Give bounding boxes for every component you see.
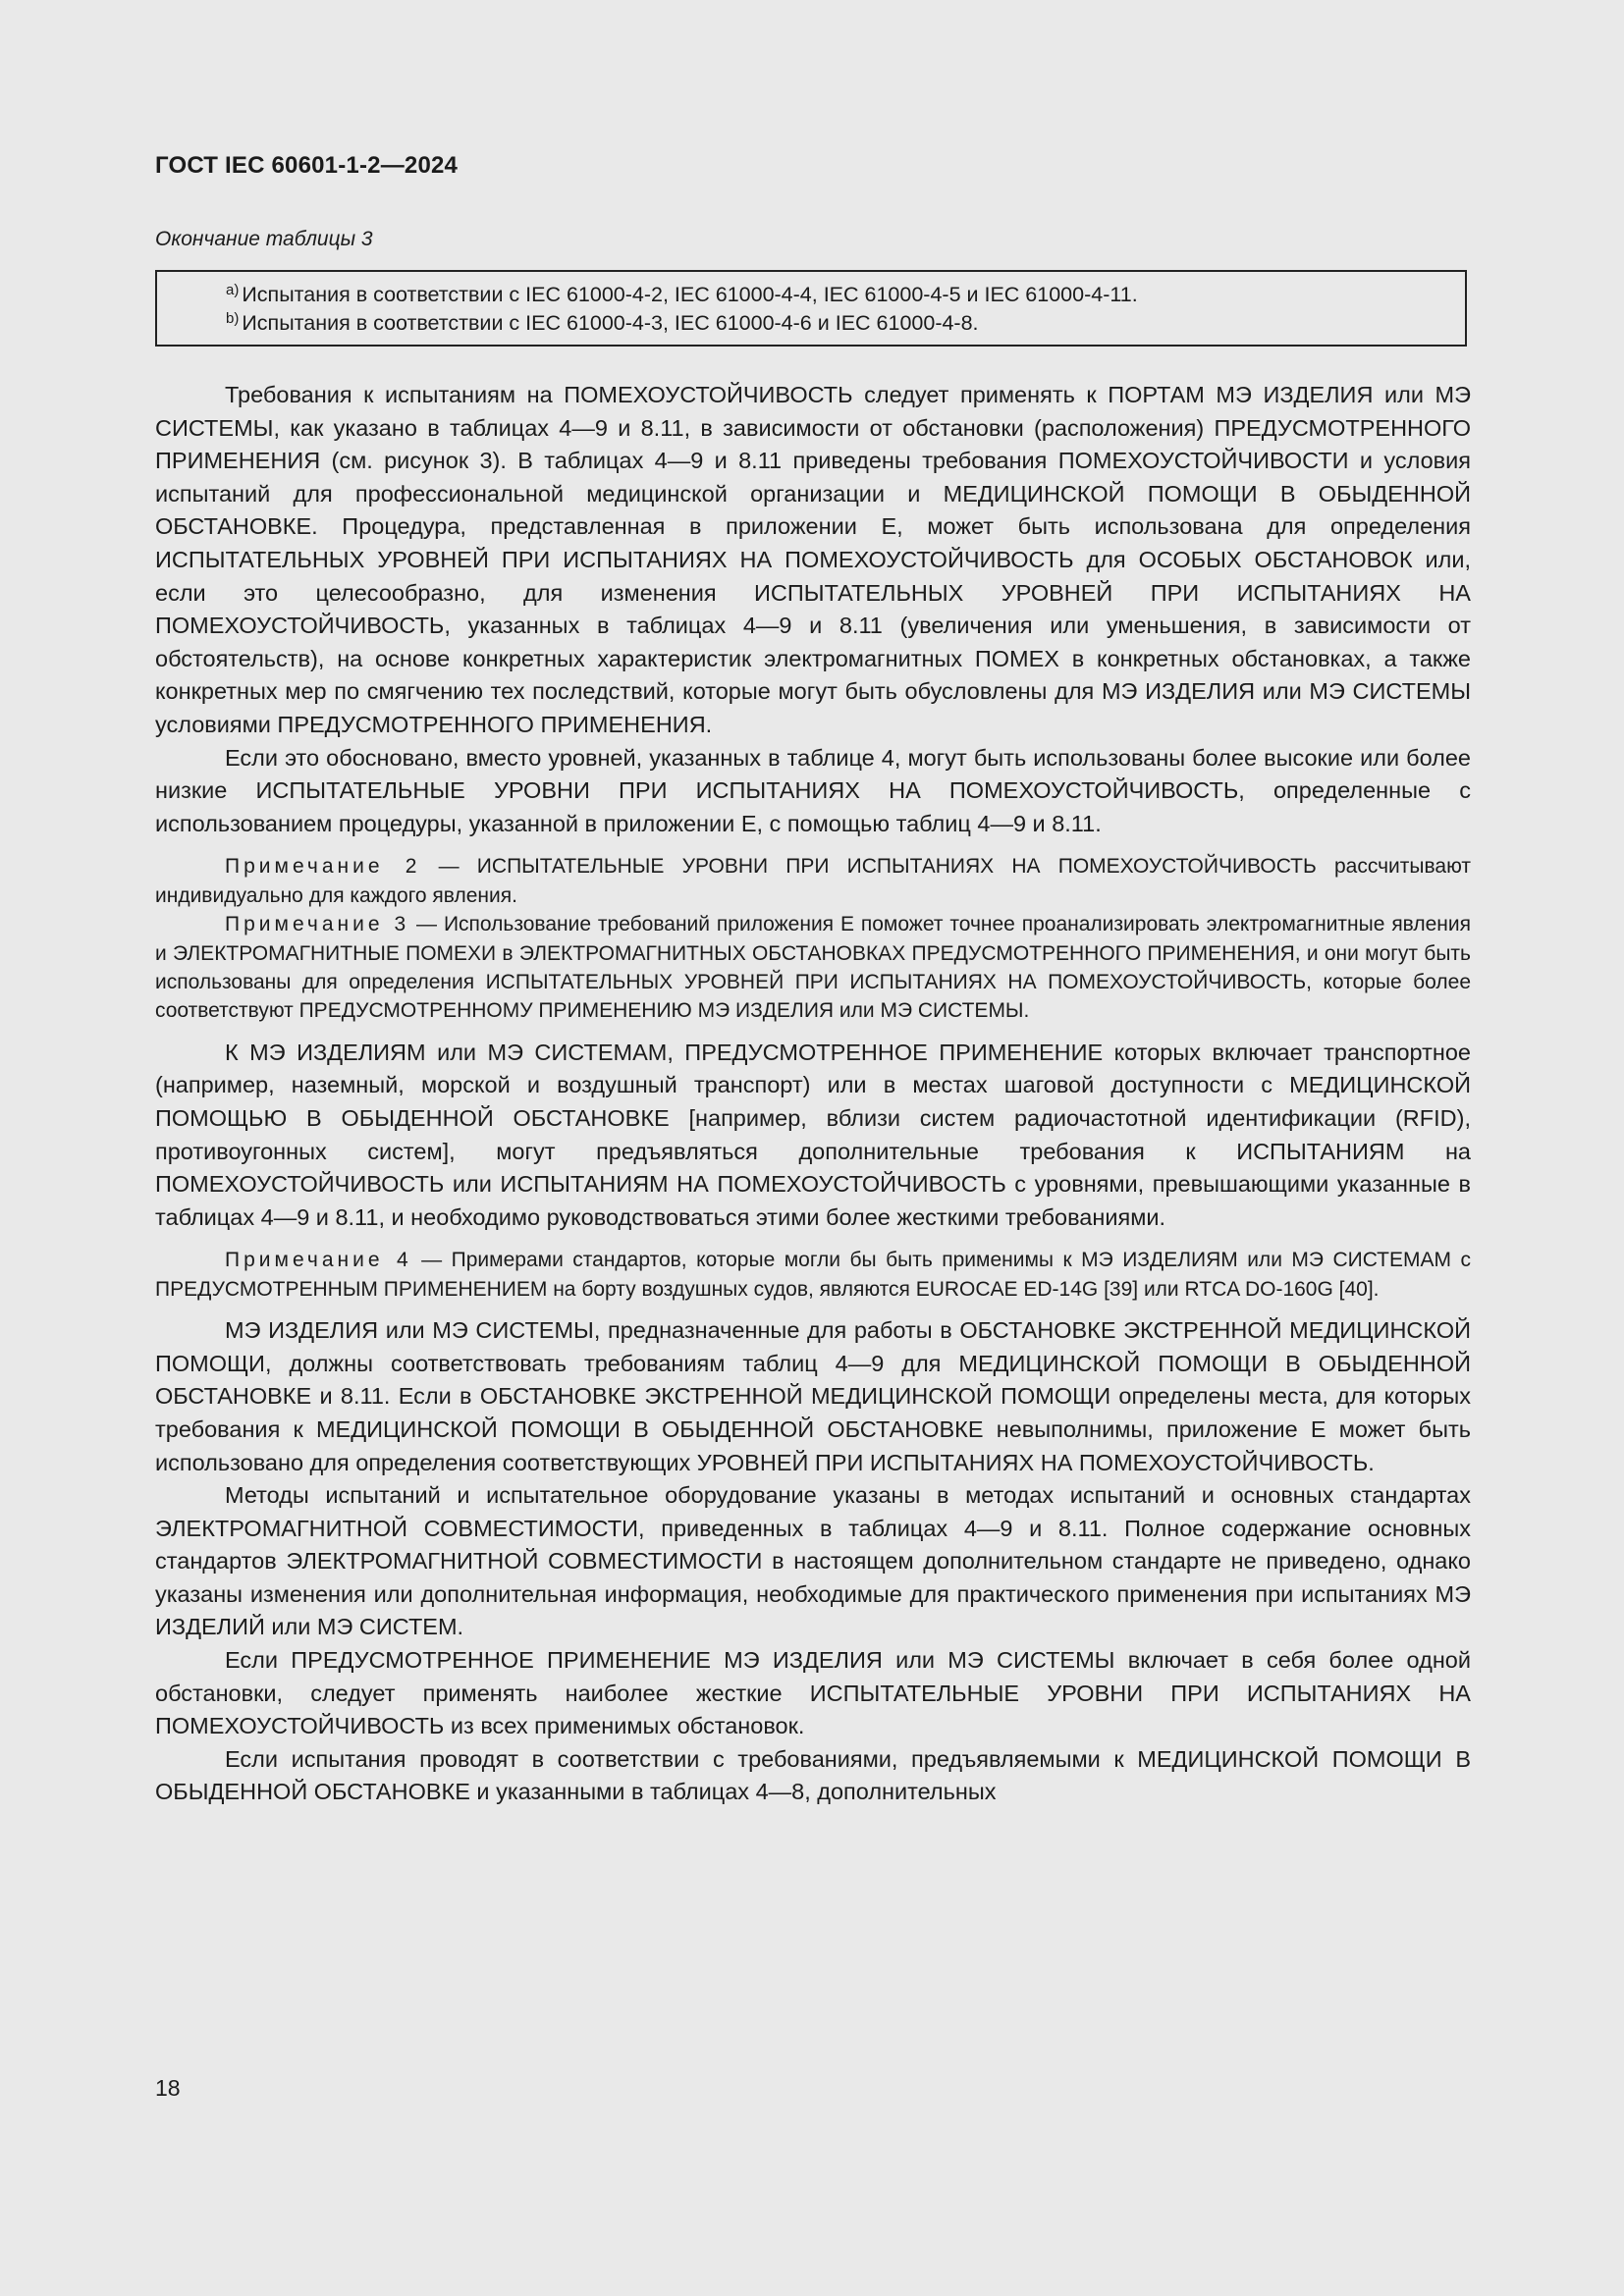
paragraph-home-healthcare-tests: Если испытания проводят в соответствии с требованиями, предъявляемыми к МЕДИЦИНСКОЙ ПОМОЩИ В ОБЫДЕННОЙ ОБСТАНОВКЕ и указанными в таблицах 4—8, дополнительных xyxy=(155,1745,1471,1805)
note-label: Примечание 2 xyxy=(225,855,421,879)
paragraph-immunity-requirements: Требования к испытаниям на ПОМЕХОУСТОЙЧИВОСТЬ следует применять к ПОРТАМ МЭ ИЗДЕЛИЯ или МЭ СИСТЕМЫ, как указано в таблицах 4—9 и 8.11, в зависимости от обстановки (расположения) ПРЕДУСМОТРЕННОГО ПРИМЕНЕНИЯ (см. рисунок 3). В таблицах 4—9 и 8.11 приведены требования ПОМЕХОУСТОЙЧИВОСТИ и условия испытаний для профессиональной медицинской организации и МЕДИЦИНСКОЙ ПОМОЩИ В ОБЫДЕННОЙ ОБСТАНОВКЕ. Процедура, представленная в приложении Е, может быть использована для определения ИСПЫТАТЕЛЬНЫХ УРОВНЕЙ ПРИ ИСПЫТАНИЯХ НА ПОМЕХОУСТОЙЧИВОСТЬ для ОСОБЫХ ОБСТАНОВОК или, если это целесообразно, для изменения ИСПЫТАТЕЛЬНЫХ УРОВНЕЙ ПРИ ИСПЫТАНИЯХ НА ПОМЕХОУСТОЙЧИВОСТЬ, указанных в таблицах 4—9 и 8.11 (увеличения или уменьшения, в зависимости от обстоятельств), на основе конкретных характеристик электромагнитных ПОМЕХ в конкретных обстановках, а также конкретных мер по смягчению тех последствий, которые могут быть обусловлены для МЭ ИЗДЕЛИЯ или МЭ СИСТЕМЫ условиями ПРЕДУСМОТРЕННОГО ПРИМЕНЕНИЯ. xyxy=(155,382,1471,737)
note-3 xyxy=(155,910,1471,1026)
note-4 xyxy=(155,1246,1471,1304)
note-label: Примечание 4 xyxy=(225,1249,412,1272)
body-text xyxy=(155,379,1471,1809)
note-label: Примечание 3 xyxy=(225,913,410,936)
paragraph-transport-use: К МЭ ИЗДЕЛИЯМ или МЭ СИСТЕМАМ, ПРЕДУСМОТРЕННОЕ ПРИМЕНЕНИЕ которых включает транспортное (например, наземный, морской и воздушный транспорт) или в местах шаговой доступности с МЕДИЦИНСКОЙ ПОМОЩЬЮ В ОБЫДЕННОЙ ОБСТАНОВКЕ [например, вблизи систем радиочастотной идентификации (RFID), противоугонных систем], могут предъявляться дополнительные требования к ИСПЫТАНИЯМ на ПОМЕХОУСТОЙЧИВОСТЬ или ИСПЫТАНИЯМ НА ПОМЕХОУСТОЙЧИВОСТЬ с уровнями, превышающими указанные в таблицах 4—9 и 8.11, и необходимо руководствоваться этими более жесткими требованиями. xyxy=(155,1039,1471,1230)
paragraph-multiple-environments: Если ПРЕДУСМОТРЕННОЕ ПРИМЕНЕНИЕ МЭ ИЗДЕЛИЯ или МЭ СИСТЕМЫ включает в себя более одной обстановки, следует применять наиболее жесткие ИСПЫТАТЕЛЬНЫЕ УРОВНИ ПРИ ИСПЫТАНИЯХ НА ПОМЕХОУСТОЙЧИВОСТЬ из всех применимых обстановок. xyxy=(155,1647,1471,1739)
footnote-mark: b) xyxy=(226,310,240,327)
footnote-text: Испытания в соответствии с IEC 61000-4-2, IEC 61000-4-4, IEC 61000-4-5 и IEC 61000-4-11. xyxy=(242,283,1138,306)
paragraph-justified-levels: Если это обосновано, вместо уровней, указанных в таблице 4, могут быть использованы более высокие или более низкие ИСПЫТАТЕЛЬНЫЕ УРОВНИ ПРИ ИСПЫТАНИЯХ НА ПОМЕХОУСТОЙЧИВОСТЬ, определенные с использованием процедуры, указанной в приложении Е, с помощью таблиц 4—9 и 8.11. xyxy=(155,744,1471,836)
document-id: ГОСТ IEC 60601-1-2—2024 xyxy=(155,152,459,179)
note-text: — Использование требований приложения Е поможет точнее проанализировать электромагнитные явления и ЭЛЕКТРОМАГНИТНЫЕ ПОМЕХИ в ЭЛЕКТРОМАГНИТНЫХ ОБСТАНОВКАХ ПРЕДУСМОТРЕННОГО ПРИМЕНЕНИЯ, и они могут быть использованы для определения ИСПЫТАТЕЛЬНЫХ УРОВНЕЙ ПРИ ИСПЫТАНИЯХ НА ПОМЕХОУСТОЙЧИВОСТЬ, которые более соответствуют ПРЕДУСМОТРЕННОМУ ПРИМЕНЕНИЮ МЭ ИЗДЕЛИЯ или МЭ СИСТЕМЫ. xyxy=(155,913,1471,1023)
paragraph-emergency-environment: МЭ ИЗДЕЛИЯ или МЭ СИСТЕМЫ, предназначенные для работы в ОБСТАНОВКЕ ЭКСТРЕННОЙ МЕДИЦИНСКОЙ ПОМОЩИ, должны соответствовать требованиям таблиц 4—9 для МЕДИЦИНСКОЙ ПОМОЩИ В ОБЫДЕННОЙ ОБСТАНОВКЕ и 8.11. Если в ОБСТАНОВКЕ ЭКСТРЕННОЙ МЕДИЦИНСКОЙ ПОМОЩИ определены места, для которых требования к МЕДИЦИНСКОЙ ПОМОЩИ В ОБЫДЕННОЙ ОБСТАНОВКЕ невыполнимы, приложение Е может быть использовано для определения соответствующих УРОВНЕЙ ПРИ ИСПЫТАНИЯХ НА ПОМЕХОУСТОЙЧИВОСТЬ. xyxy=(155,1317,1471,1475)
paragraph-test-methods: Методы испытаний и испытательное оборудование указаны в методах испытаний и основных стандартах ЭЛЕКТРОМАГНИТНОЙ СОВМЕСТИМОСТИ, приведенных в таблицах 4—9 и 8.11. Полное содержание основных стандартов ЭЛЕКТРОМАГНИТНОЙ СОВМЕСТИМОСТИ в настоящем дополнительном стандарте не приведено, однако указаны изменения или дополнительная информация, необходимые для практического применения при испытаниях МЭ ИЗДЕЛИЙ или МЭ СИСТЕМ. xyxy=(155,1482,1471,1640)
table-continuation-caption: Окончание таблицы 3 xyxy=(155,228,373,250)
table-footnotes xyxy=(155,270,1467,347)
note-2 xyxy=(155,852,1471,910)
page-number: 18 xyxy=(155,2075,181,2101)
footnote-a xyxy=(226,281,1465,309)
note-text: — Примерами стандартов, которые могли бы быть применимы к МЭ ИЗДЕЛИЯМ или МЭ СИСТЕМАМ с ПРЕДУСМОТРЕННЫМ ПРИМЕНЕНИЕМ на борту воздушных судов, являются EUROCAE ED-14G [39] или RTCA DO-160G [40]. xyxy=(155,1249,1471,1301)
footnote-mark: a) xyxy=(226,282,240,298)
note-text: — ИСПЫТАТЕЛЬНЫЕ УРОВНИ ПРИ ИСПЫТАНИЯХ НА ПОМЕХОУСТОЙЧИВОСТЬ рассчитывают индивидуально для каждого явления. xyxy=(155,855,1471,907)
footnote-b xyxy=(226,309,1465,338)
footnote-text: Испытания в соответствии с IEC 61000-4-3, IEC 61000-4-6 и IEC 61000-4-8. xyxy=(242,311,979,335)
